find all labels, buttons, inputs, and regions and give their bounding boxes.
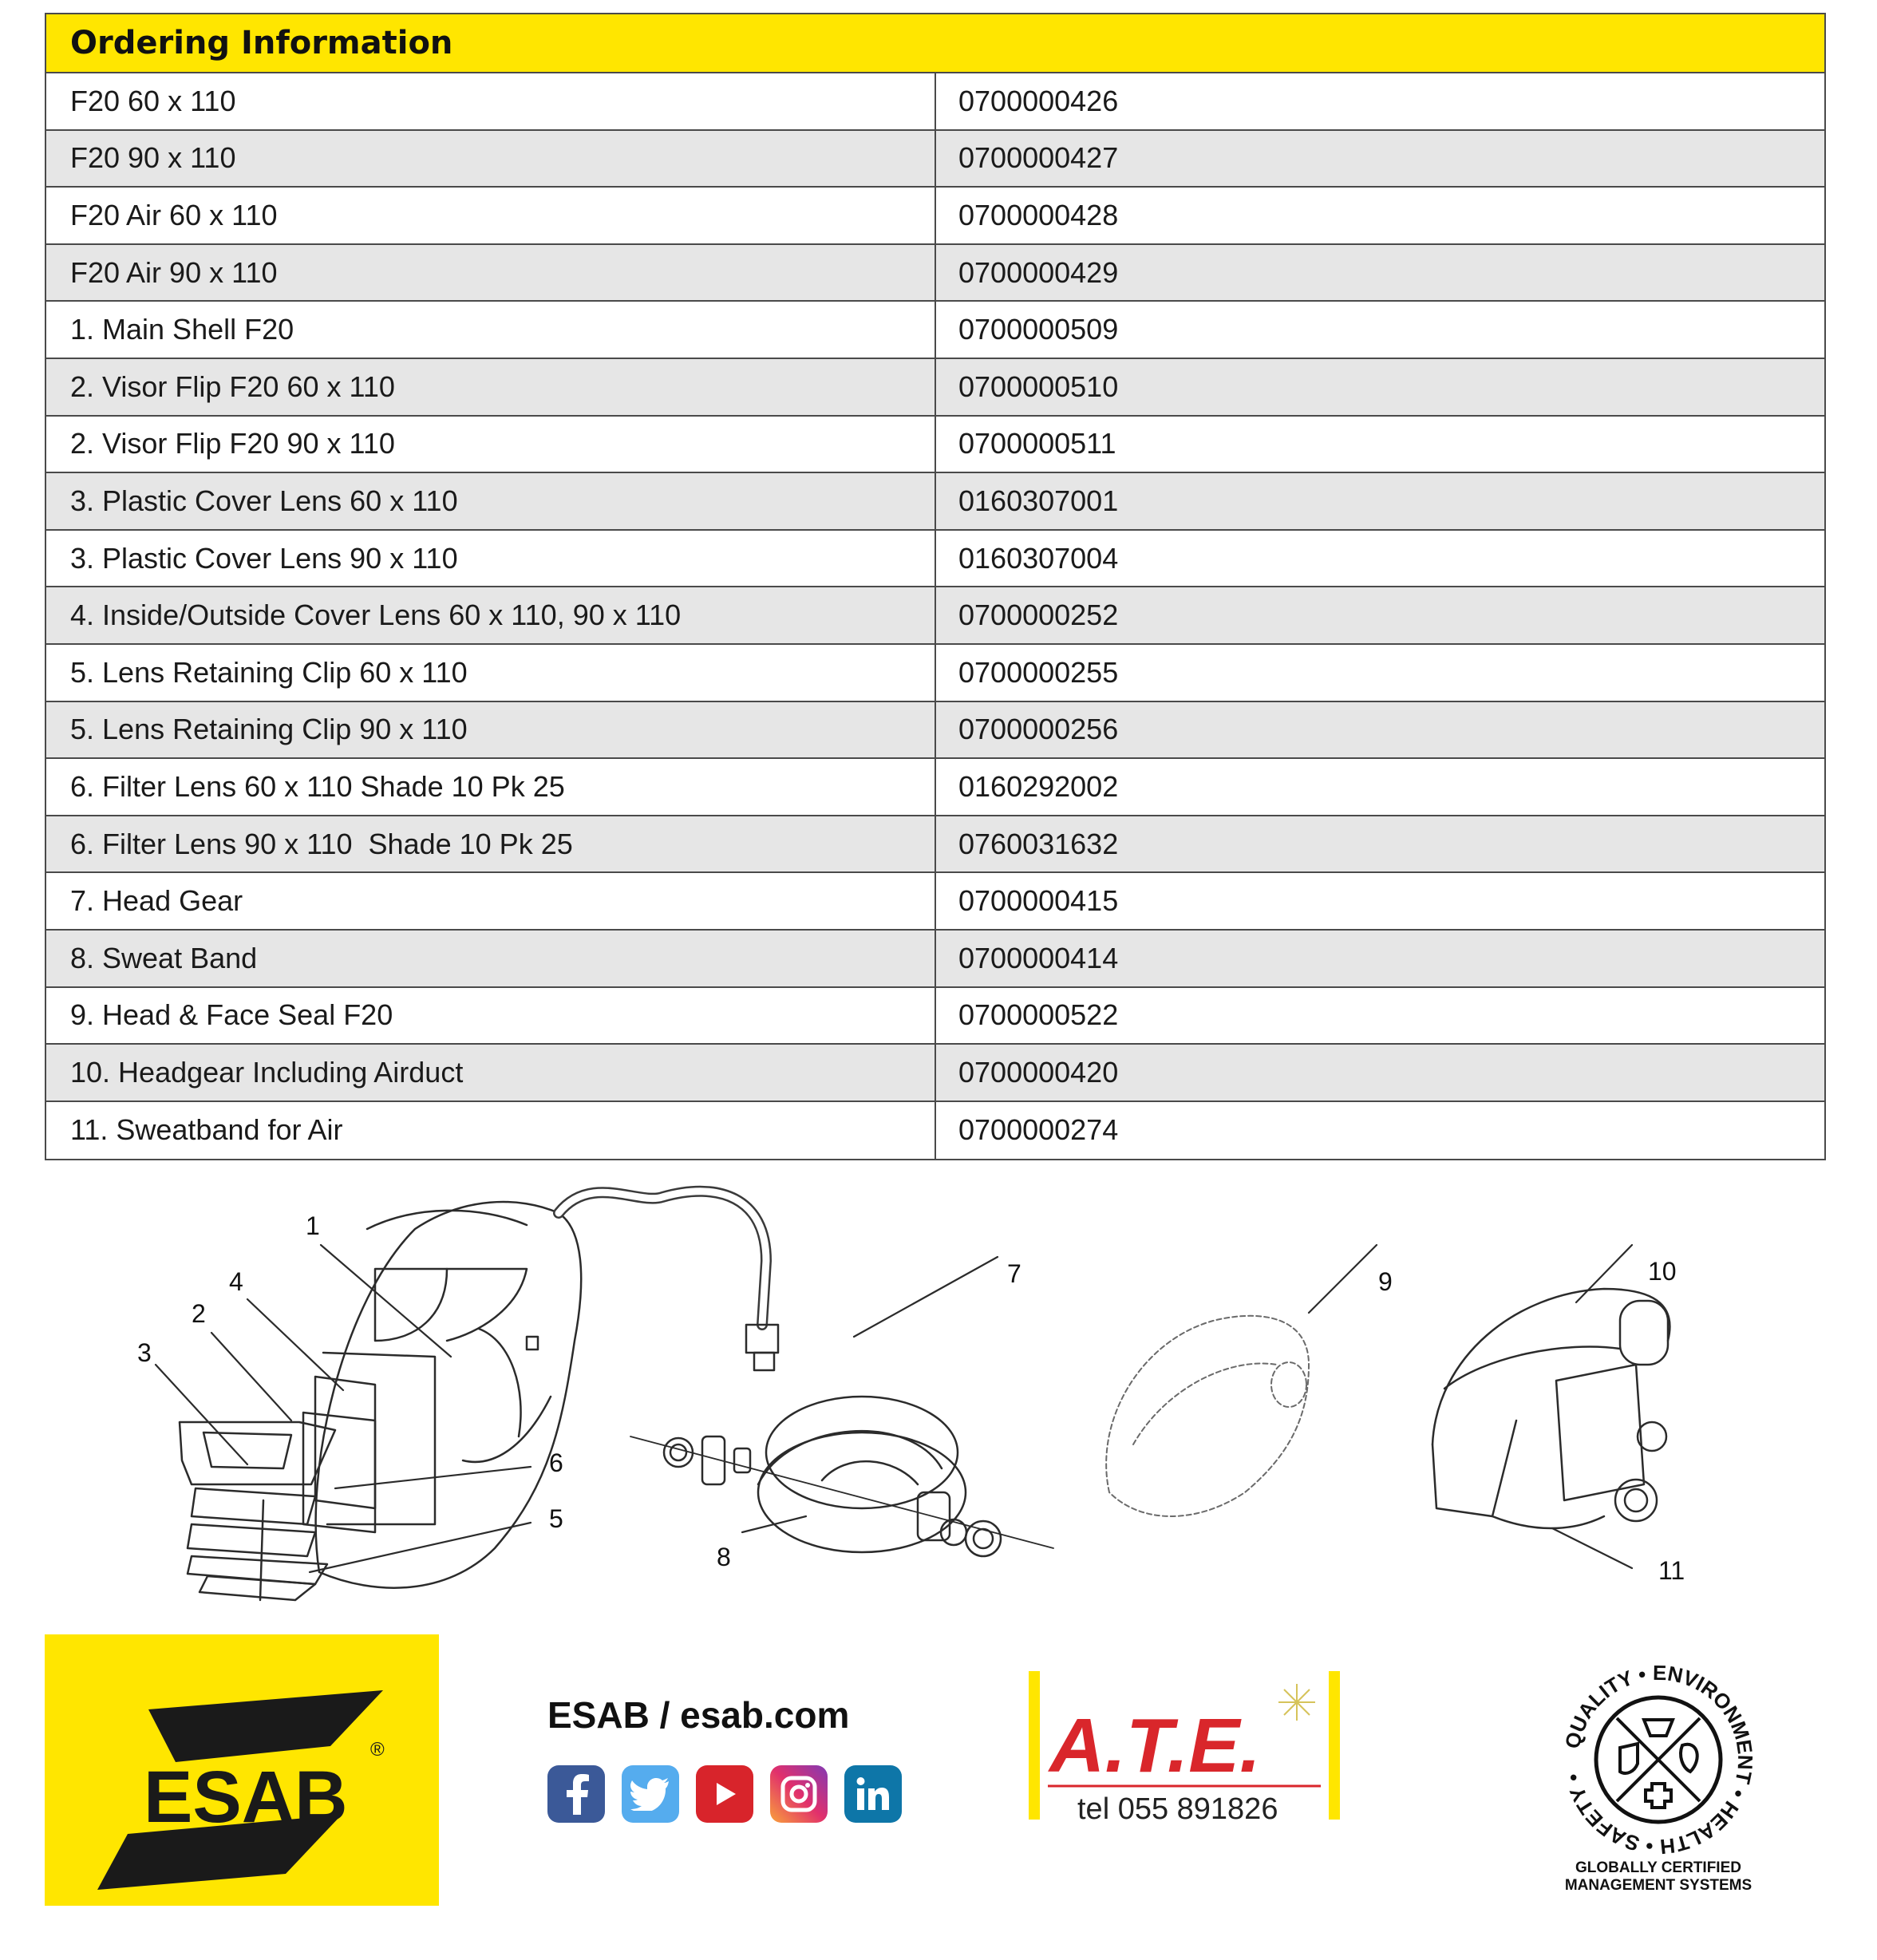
- face-seal-drawing: [1106, 1316, 1309, 1516]
- callout-3: 3: [137, 1338, 152, 1367]
- spark-icon: [1278, 1684, 1315, 1721]
- social-links: [547, 1765, 902, 1823]
- part-number-cell: 0700000509: [958, 313, 1119, 346]
- part-name-cell: 1. Main Shell F20: [46, 302, 936, 358]
- part-name-cell: 3. Plastic Cover Lens 90 x 110: [46, 531, 936, 587]
- part-number-cell: 0700000256: [958, 713, 1119, 746]
- callout-8: 8: [717, 1543, 731, 1571]
- helmet-shell-drawing: [316, 1191, 778, 1588]
- part-number-cell: 0700000414: [958, 941, 1119, 974]
- part-name-cell: 6. Filter Lens 90 x 110 Shade 10 Pk 25: [46, 816, 936, 872]
- table-row: [46, 531, 1824, 588]
- linkedin-icon[interactable]: [844, 1765, 902, 1823]
- twitter-icon[interactable]: [622, 1765, 679, 1823]
- part-number-cell: 0700000255: [958, 655, 1119, 689]
- instagram-icon[interactable]: [770, 1765, 828, 1823]
- table-row: [46, 302, 1824, 359]
- table-row: [46, 759, 1824, 816]
- part-number-cell: 0760031632: [958, 827, 1119, 860]
- ate-telephone: tel 055 891826: [1077, 1792, 1278, 1826]
- table-row: [46, 931, 1824, 988]
- parts-diagram: [0, 1181, 1877, 1628]
- part-name-cell: 5. Lens Retaining Clip 90 x 110: [46, 702, 936, 758]
- part-number-cell: 0160292002: [958, 769, 1119, 803]
- part-number-cell: 0160307001: [958, 484, 1119, 517]
- part-number-cell: 0160307004: [958, 541, 1119, 575]
- part-name-cell: 7. Head Gear: [46, 873, 936, 929]
- table-row: [46, 1045, 1824, 1102]
- part-number-cell: 0700000426: [958, 84, 1119, 117]
- lens-stack-drawing: [180, 1377, 375, 1600]
- cert-caption: [1516, 1859, 1800, 1895]
- callout-6: 6: [549, 1448, 563, 1477]
- table-row: [46, 988, 1824, 1045]
- ate-logo-text: A.T.E.: [1049, 1703, 1261, 1788]
- callout-leaders: [156, 1245, 1632, 1572]
- esab-logo: [45, 1634, 439, 1906]
- cert-emblem-icon: [1617, 1718, 1700, 1808]
- callout-2: 2: [192, 1299, 206, 1328]
- callout-9: 9: [1378, 1267, 1393, 1296]
- head-gear-drawing: [630, 1397, 1053, 1556]
- part-number-cell: 0700000428: [958, 198, 1119, 231]
- table-row: [46, 702, 1824, 760]
- part-number-cell: 0700000252: [958, 599, 1119, 632]
- part-number-cell: 0700000274: [958, 1113, 1119, 1147]
- certification-badge: [1555, 1656, 1762, 1887]
- table-row: [46, 245, 1824, 302]
- callout-4: 4: [229, 1267, 243, 1296]
- part-name-cell: 2. Visor Flip F20 60 x 110: [46, 359, 936, 415]
- facebook-icon[interactable]: [547, 1765, 605, 1823]
- youtube-icon[interactable]: [696, 1765, 753, 1823]
- part-number-cell: 0700000510: [958, 369, 1119, 403]
- table-row: [46, 645, 1824, 702]
- part-number-cell: 0700000511: [958, 427, 1116, 460]
- table-row: [46, 816, 1824, 874]
- part-name-cell: 11. Sweatband for Air: [46, 1102, 936, 1160]
- part-name-cell: F20 90 x 110: [46, 131, 936, 187]
- callout-5: 5: [549, 1504, 563, 1533]
- part-number-cell: 0700000427: [958, 141, 1119, 175]
- part-number-cell: 0700000415: [958, 884, 1119, 918]
- cert-ring-text: QUALITY • ENVIRONMENT • HEALTH • SAFETY •: [1559, 1660, 1758, 1859]
- part-name-cell: 10. Headgear Including Airduct: [46, 1045, 936, 1101]
- table-body: [46, 73, 1824, 1159]
- part-name-cell: 3. Plastic Cover Lens 60 x 110: [46, 473, 936, 529]
- airduct-headgear-drawing: [1432, 1289, 1670, 1528]
- table-row: [46, 73, 1824, 131]
- part-name-cell: 4. Inside/Outside Cover Lens 60 x 110, 90 x 110: [46, 587, 936, 643]
- part-number-cell: 0700000420: [958, 1055, 1119, 1089]
- table-header: [46, 14, 1824, 73]
- table-row: [46, 188, 1824, 245]
- part-number-cell: 0700000429: [958, 255, 1119, 289]
- table-title: Ordering Information: [70, 25, 453, 61]
- registered-mark: ®: [370, 1739, 385, 1760]
- callout-10: 10: [1648, 1257, 1677, 1286]
- callout-7: 7: [1007, 1259, 1021, 1288]
- part-name-cell: F20 Air 60 x 110: [46, 188, 936, 243]
- table-row: [46, 587, 1824, 645]
- part-number-cell: 0700000522: [958, 998, 1119, 1032]
- esab-logo-text: ESAB: [144, 1756, 348, 1838]
- part-name-cell: F20 Air 90 x 110: [46, 245, 936, 301]
- table-row: [46, 359, 1824, 417]
- cert-caption-line1: GLOBALLY CERTIFIED: [1575, 1859, 1741, 1876]
- table-row: [46, 131, 1824, 188]
- table-row: [46, 1102, 1824, 1160]
- part-name-cell: 6. Filter Lens 60 x 110 Shade 10 Pk 25: [46, 759, 936, 815]
- ordering-table: [45, 13, 1826, 1160]
- cert-caption-line2: MANAGEMENT SYSTEMS: [1564, 1877, 1753, 1894]
- table-row: [46, 473, 1824, 531]
- part-name-cell: 9. Head & Face Seal F20: [46, 988, 936, 1044]
- part-name-cell: F20 60 x 110: [46, 73, 936, 129]
- part-name-cell: 8. Sweat Band: [46, 931, 936, 986]
- part-name-cell: 5. Lens Retaining Clip 60 x 110: [46, 645, 936, 701]
- table-row: [46, 417, 1824, 474]
- contact-title: ESAB / esab.com: [547, 1694, 850, 1736]
- callout-1: 1: [306, 1211, 320, 1240]
- table-row: [46, 873, 1824, 931]
- part-name-cell: 2. Visor Flip F20 90 x 110: [46, 417, 936, 472]
- callout-11: 11: [1658, 1556, 1685, 1585]
